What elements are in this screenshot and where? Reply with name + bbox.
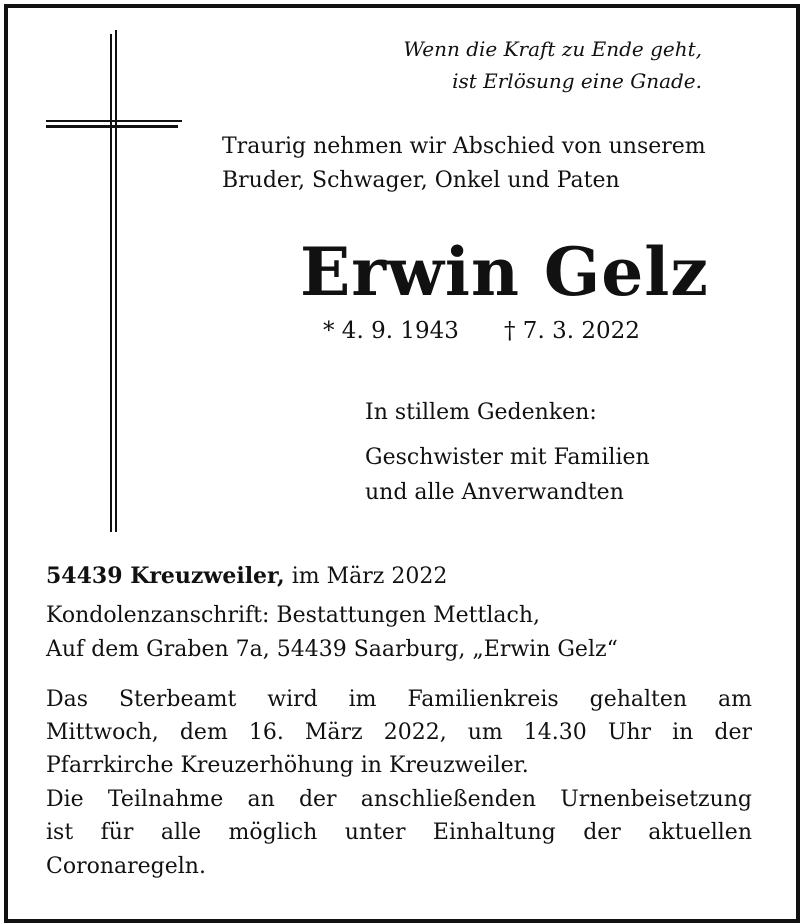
mourners-heading: In stillem Gedenken: bbox=[365, 400, 597, 425]
intro-line-2: Bruder, Schwager, Onkel und Paten bbox=[222, 168, 620, 193]
birth-date: * 4. 9. 1943 bbox=[323, 318, 459, 344]
intro-line-1: Traurig nehmen wir Abschied von unserem bbox=[222, 134, 706, 159]
deceased-name: Erwin Gelz bbox=[300, 233, 709, 311]
place-location: 54439 Kreuzweiler, bbox=[46, 563, 285, 589]
motto-line-1: Wenn die Kraft zu Ende geht, bbox=[403, 37, 702, 61]
condolence-line-2: Auf dem Graben 7a, 54439 Saarburg, „Erwin Gelz“ bbox=[46, 637, 618, 662]
service-line-5: ist für alle möglich unter Einhaltung der aktuellen bbox=[46, 820, 752, 845]
death-date: † 7. 3. 2022 bbox=[504, 318, 640, 344]
condolence-line-1: Kondolenzanschrift: Bestattungen Mettlach, bbox=[46, 603, 540, 628]
notice-date: im März 2022 bbox=[291, 564, 448, 589]
place-date bbox=[46, 560, 447, 593]
service-line-4: Die Teilnahme an der anschließenden Urnenbeisetzung bbox=[46, 787, 752, 812]
service-line-6: Coronaregeln. bbox=[46, 854, 206, 879]
mourners-line-2: und alle Anverwandten bbox=[365, 480, 624, 505]
service-line-2: Mittwoch, dem 16. März 2022, um 14.30 Uhr in der bbox=[46, 720, 752, 745]
service-line-1: Das Sterbeamt wird im Familienkreis gehalten am bbox=[46, 687, 752, 712]
motto-line-2: ist Erlösung eine Gnade. bbox=[452, 69, 702, 93]
mourners-line-1: Geschwister mit Familien bbox=[365, 445, 650, 470]
service-line-3: Pfarrkirche Kreuzerhöhung in Kreuzweiler. bbox=[46, 753, 529, 778]
